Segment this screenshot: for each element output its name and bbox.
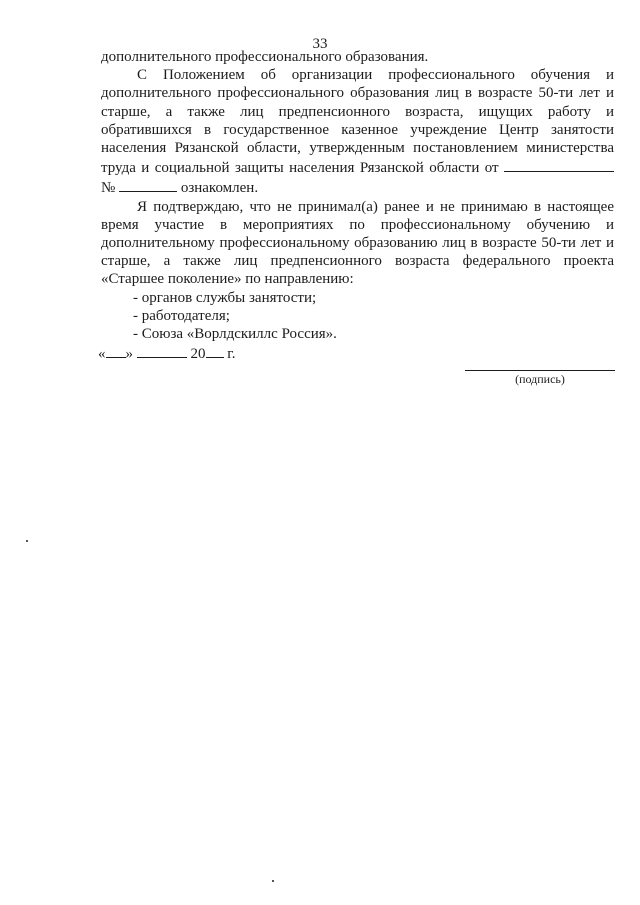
- direction-item-employment-service: - органов службы занятости;: [133, 289, 317, 306]
- month-blank: [137, 345, 187, 358]
- regulation-text: С Положением об организации профессионального обучения и дополнительного профессионального образования лиц в возрасте 50-ти лет и старше, а также лиц предпенсионного возраста, ищущих работу и обратившихся в государственное казенное учреждение Центр занятости населения Рязанской области, утвержденным постановлением министерства труда и социальной защиты населения Рязанской области от: [101, 67, 614, 177]
- signature-caption: (подпись): [515, 372, 565, 386]
- day-blank: [106, 345, 126, 358]
- date-line: [98, 345, 235, 363]
- date-open-quote: «: [98, 346, 106, 362]
- page-number: 33: [312, 36, 328, 52]
- regulation-paragraph: [101, 66, 614, 197]
- year-blank: [206, 345, 224, 358]
- number-sign: №: [101, 180, 116, 197]
- confirmation-paragraph: Я подтверждаю, что не принимал(а) ранее и не принимаю в настоящее время участие в мероприятиях по профессиональному обучению и дополнительному профессиональному образованию лиц в возрасте 50-ти лет и старше, а также лиц предпенсионного возраста федерального проекта «Старшее поколение» по направлению:: [101, 198, 614, 288]
- year-prefix: 20: [190, 346, 206, 362]
- regulation-date-blank: [504, 157, 614, 172]
- regulation-number-blank: [119, 177, 177, 192]
- scan-speck: [26, 540, 28, 542]
- date-close-quote: »: [125, 346, 133, 362]
- year-suffix: г.: [227, 346, 236, 362]
- acknowledged-word: ознакомлен.: [180, 180, 259, 197]
- direction-item-worldskills: - Союза «Ворлдскиллс Россия».: [133, 326, 337, 343]
- direction-item-employer: - работодателя;: [133, 307, 230, 324]
- continuation-line: дополнительного профессионального образования.: [101, 49, 429, 65]
- scan-speck: [272, 880, 274, 882]
- signature-line: [465, 370, 615, 371]
- document-body: [101, 48, 614, 343]
